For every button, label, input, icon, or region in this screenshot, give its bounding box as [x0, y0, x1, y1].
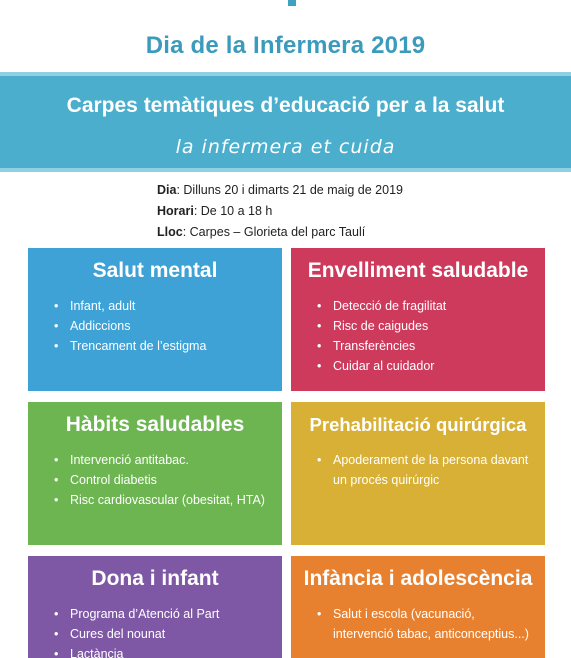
list-item: • Trencament de l’estigma: [54, 336, 272, 356]
card-salut-mental: [28, 248, 282, 391]
banner-title: Carpes temàtiques d’educació per a la salut: [66, 94, 505, 117]
card-list: [28, 296, 282, 356]
card-title: Dona i infant: [91, 567, 219, 590]
list-item: • Lactància: [54, 644, 272, 658]
card-list: [291, 296, 545, 376]
card-list: [291, 604, 545, 644]
card-title: Infància i adolescència: [303, 567, 533, 590]
card-envelliment-saludable: [291, 248, 545, 391]
list-item: • Detecció de fragilitat: [317, 296, 535, 316]
top-logo-fragment: [288, 0, 296, 6]
card-title: Hàbits saludables: [65, 413, 245, 436]
info-row-horari: [157, 201, 457, 222]
list-item: • Transferències: [317, 336, 535, 356]
card-list: [28, 450, 282, 510]
card-title: Envelliment saludable: [307, 259, 529, 282]
event-info: [157, 180, 457, 243]
lloc-value: : Carpes – Glorieta del parc Taulí: [182, 225, 366, 239]
horari-value: : De 10 a 18 h: [193, 204, 273, 218]
card-dona-i-infant: [28, 556, 282, 658]
card-title: Prehabilitació quirúrgica: [309, 414, 527, 435]
card-habits-saludables: [28, 402, 282, 545]
card-prehabilitacio-quirurgica: [291, 402, 545, 545]
list-item: • Intervenció antitabac.: [54, 450, 272, 470]
dia-label: Dia: [157, 183, 177, 197]
horari-label: Horari: [157, 204, 194, 218]
list-item: • Salut i escola (vacunació, intervenció tabac, anticonceptius...): [317, 604, 535, 644]
list-item: • Programa d’Atenció al Part: [54, 604, 272, 624]
list-item: • Risc cardiovascular (obesitat, HTA): [54, 490, 272, 510]
dia-value: : Dilluns 20 i dimarts 21 de maig de 2019: [176, 183, 403, 197]
list-item: • Infant, adult: [54, 296, 272, 316]
page-title: Dia de la Infermera 2019: [145, 32, 426, 59]
lloc-label: Lloc: [157, 225, 183, 239]
list-item: • Addiccions: [54, 316, 272, 336]
card-list: [291, 450, 545, 490]
list-item: • Risc de caigudes: [317, 316, 535, 336]
card-list: [28, 604, 282, 658]
info-row-lloc: [157, 222, 457, 243]
list-item: • Apoderament de la persona davant un procés quirúrgic: [317, 450, 535, 490]
list-item: • Cuidar al cuidador: [317, 356, 535, 376]
banner: [0, 72, 571, 172]
list-item: • Cures del nounat: [54, 624, 272, 644]
banner-subtitle: la infermera et cuida: [175, 136, 396, 158]
list-item: • Control diabetis: [54, 470, 272, 490]
info-row-dia: [157, 180, 457, 201]
card-infancia-i-adolescencia: [291, 556, 545, 658]
card-title: Salut mental: [92, 259, 218, 282]
